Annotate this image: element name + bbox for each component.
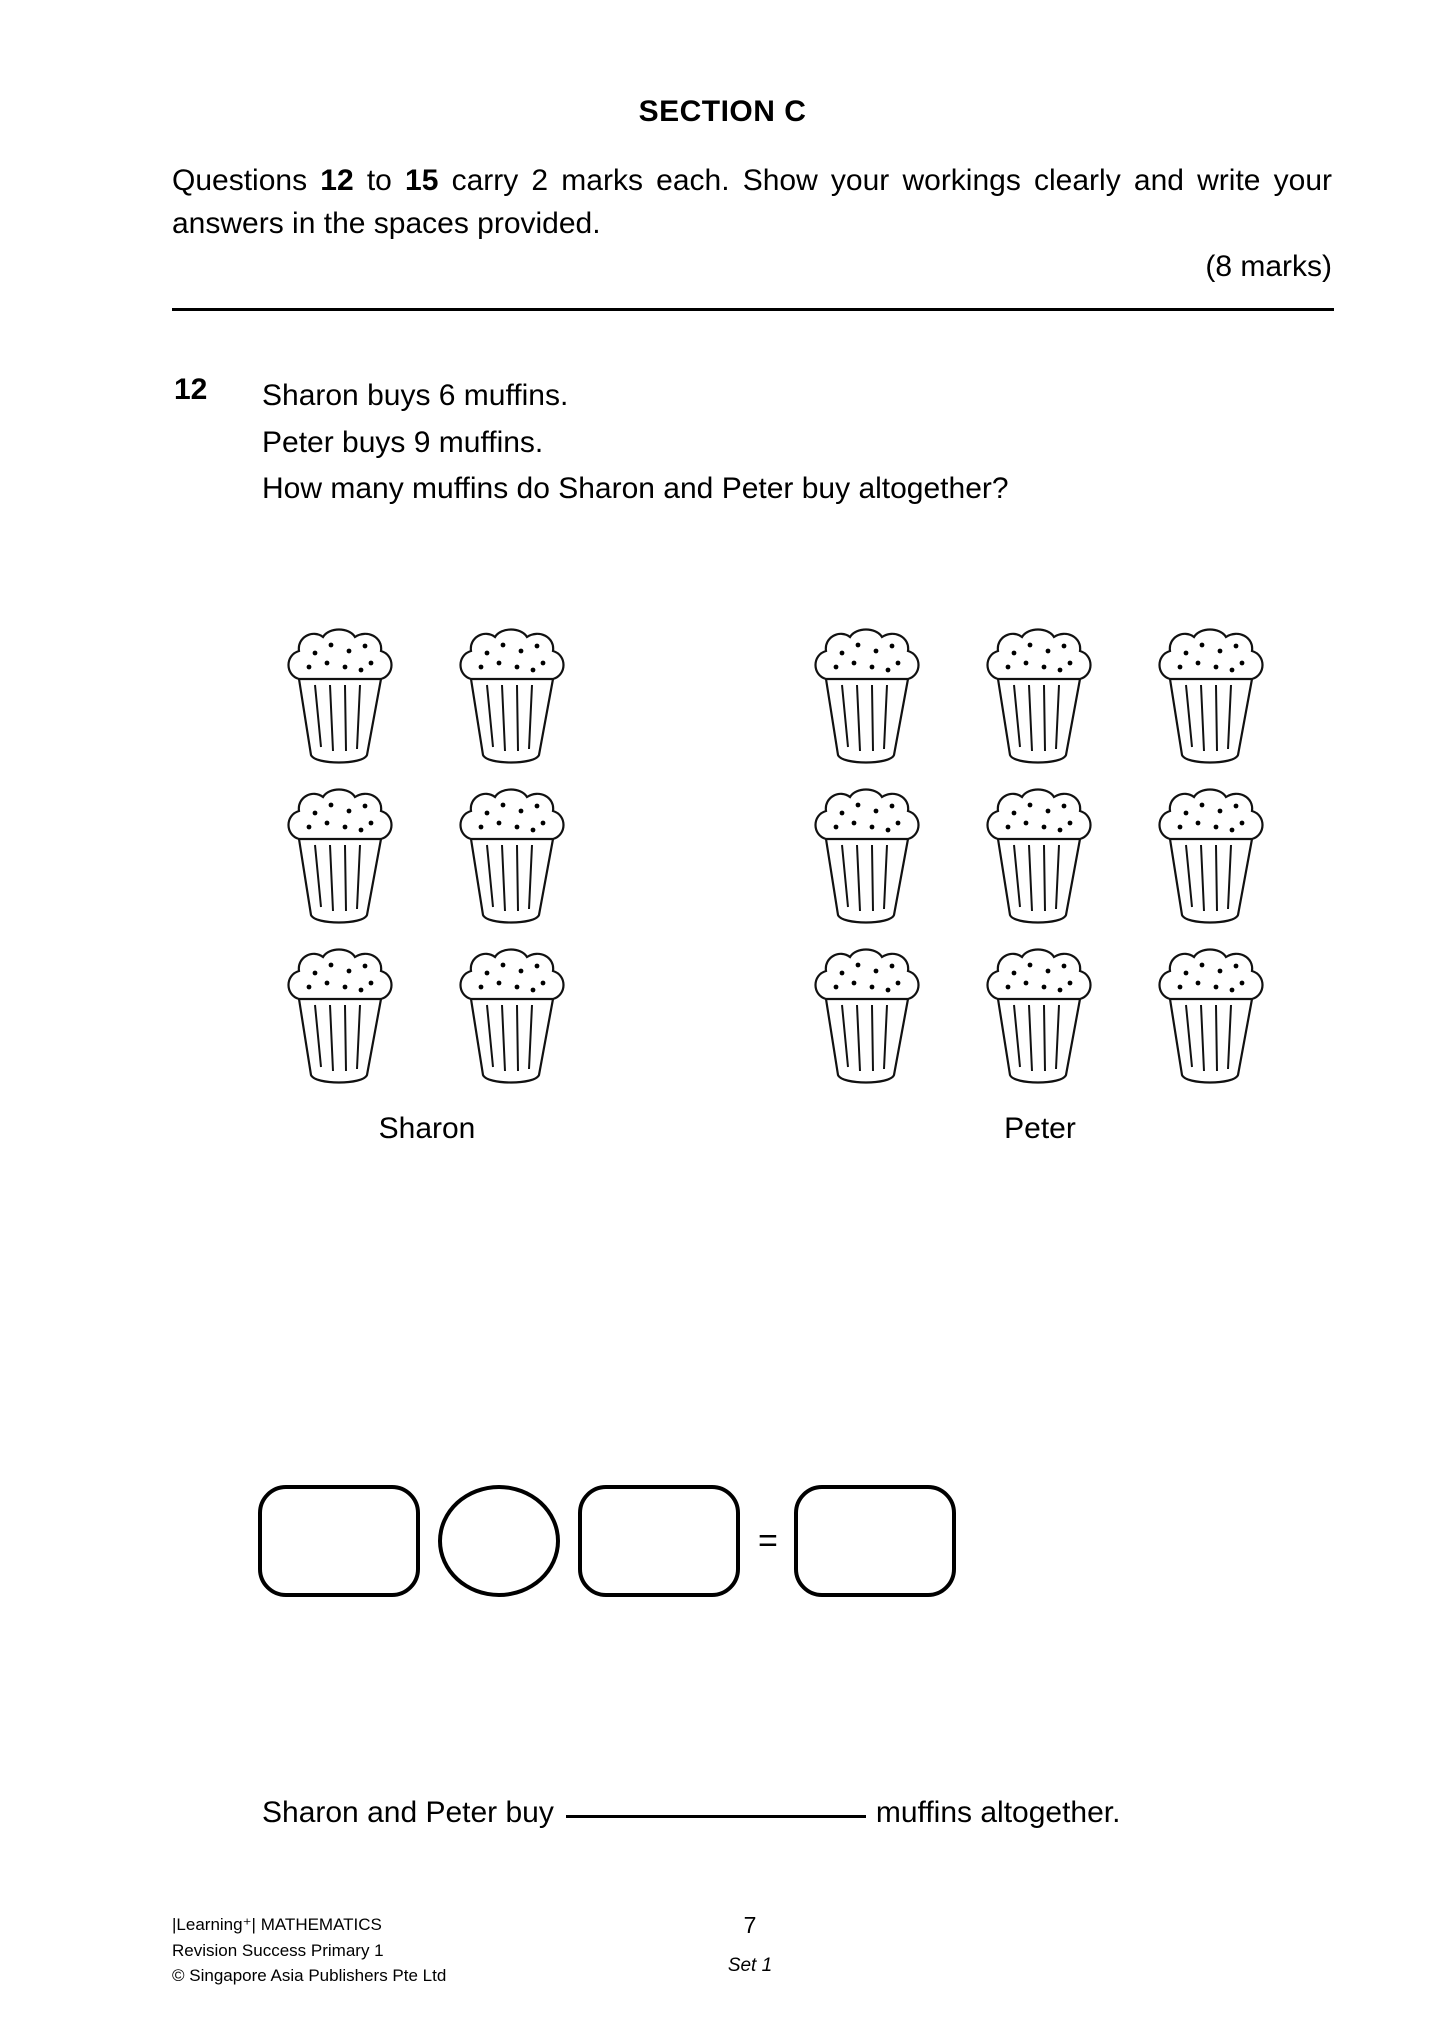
closing-text-before: Sharon and Peter buy bbox=[262, 1796, 554, 1829]
muffin-icon bbox=[782, 940, 954, 1100]
instructions-bold-start: 12 bbox=[320, 164, 354, 197]
muffin-icon bbox=[782, 620, 954, 780]
footer-line-3: © Singapore Asia Publishers Pte Ltd bbox=[172, 1966, 447, 1985]
question-text bbox=[262, 373, 1009, 513]
marks-label: (8 marks) bbox=[1205, 250, 1332, 283]
footer-publisher bbox=[172, 1912, 446, 1989]
peter-label: Peter bbox=[1004, 1112, 1076, 1145]
horizontal-divider bbox=[172, 308, 1334, 311]
set-label: Set 1 bbox=[727, 1955, 773, 1976]
muffin-icon bbox=[255, 620, 427, 780]
sharon-label: Sharon bbox=[378, 1112, 476, 1145]
muffin-icon bbox=[1126, 620, 1298, 780]
question-line-1: Sharon buys 6 muffins. bbox=[262, 379, 569, 412]
muffin-icon bbox=[427, 780, 599, 940]
first-number-box[interactable] bbox=[258, 1485, 420, 1597]
instructions-text-1: Questions bbox=[172, 164, 321, 197]
instructions-paragraph bbox=[172, 160, 1332, 245]
question-number: 12 bbox=[174, 373, 208, 406]
second-number-box[interactable] bbox=[578, 1485, 740, 1597]
muffin-icon bbox=[427, 620, 599, 780]
muffin-icon bbox=[1126, 780, 1298, 940]
instructions-text-3: carry 2 marks each. Show your workings clearly and write your answers in the spaces provided. bbox=[172, 164, 1332, 240]
question-line-2: Peter buys 9 muffins. bbox=[262, 425, 544, 459]
page-title: SECTION C bbox=[638, 95, 807, 128]
operator-circle[interactable] bbox=[438, 1485, 560, 1597]
closing-text-after: muffins altogether. bbox=[875, 1796, 1121, 1829]
instructions-text-2: to bbox=[353, 164, 406, 197]
muffin-icon bbox=[427, 940, 599, 1100]
footer-line-1: |Learning⁺| MATHEMATICS bbox=[172, 1915, 382, 1934]
muffin-icon bbox=[954, 780, 1126, 940]
page-number: 7 bbox=[743, 1912, 757, 1938]
instructions-bold-end: 15 bbox=[405, 164, 439, 197]
muffin-icon bbox=[255, 780, 427, 940]
muffin-icon bbox=[255, 940, 427, 1100]
muffin-icon bbox=[954, 620, 1126, 780]
muffin-icon bbox=[782, 780, 954, 940]
answer-blank[interactable] bbox=[566, 1795, 866, 1818]
peter-muffin-group bbox=[782, 620, 1298, 1100]
sharon-muffin-grid bbox=[255, 620, 599, 1100]
muffin-icon bbox=[1126, 940, 1298, 1100]
working-answer-row bbox=[258, 1485, 956, 1597]
question-line-3: How many muffins do Sharon and Peter buy altogether? bbox=[262, 472, 1009, 505]
result-box[interactable] bbox=[794, 1485, 956, 1597]
peter-muffin-grid bbox=[782, 620, 1298, 1100]
footer-line-2: Revision Success Primary 1 bbox=[172, 1940, 384, 1960]
closing-sentence bbox=[262, 1795, 1120, 1830]
equals-sign: = bbox=[758, 1522, 778, 1560]
sharon-muffin-group bbox=[255, 620, 599, 1100]
muffin-icon bbox=[954, 940, 1126, 1100]
